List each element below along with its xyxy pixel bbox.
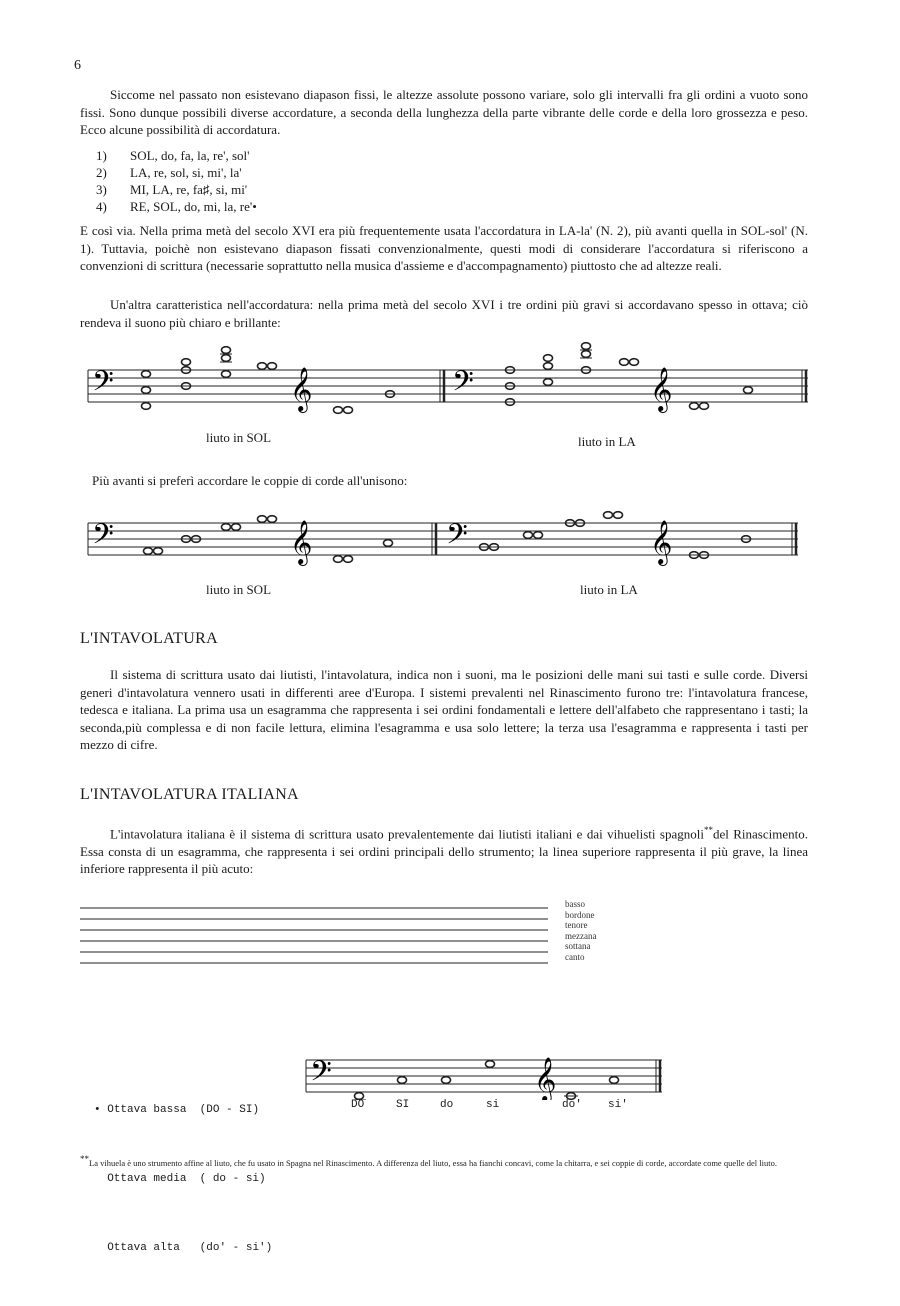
footnote: **La vihuela è uno strumento affine al liuto, che fu usato in Spagna nel Rinascimento. A differenza del liuto, essa ha fianchi concavi, come la chitarra, e sei coppie di corde, accordate come quelle del liuto. — [80, 1154, 777, 1168]
paragraph-tuning-conventions: E così via. Nella prima metà del secolo XVI era più frequentemente usata l'accordatura in LA-la' (N. 2), più avanti quella in SOL-sol' (N. 1). Tuttavia, poichè non esistevano diapason fissati convenzionalmente, questi modi di considerare l'accordatura si riferiscono a convenzioni di scrittura (necessarie soprattutto nella musica d'assieme e d'accompagnamento) piuttosto che ad altezze reali. — [80, 223, 808, 273]
string-name-list — [565, 899, 596, 963]
caption-liuto-la-unison: liuto in LA — [580, 582, 638, 597]
bass-clef-icon: 𝄢 — [92, 520, 114, 557]
intro-paragraph: Siccome nel passato non esistevano diapason fissi, le altezze assolute possono variare, solo gli intervalli fra gli ordini a vuoto sono fissi. Sono dunque possibili diverse accordature, a seconda della lunghezza della parte vibrante delle corde e della loro grossezza e peso. Ecco alcune possibilità di accordatura. — [80, 87, 808, 137]
note-letter: do — [440, 1099, 454, 1111]
octave-row-media: Ottava media ( do - si) — [107, 1173, 266, 1185]
bass-clef-icon: 𝄢 — [446, 520, 468, 557]
note-letter: si — [486, 1099, 500, 1111]
tuning-item: 1) SOL, do, fa, la, re', sol' — [96, 148, 250, 163]
footnote-reference: ** — [703, 825, 713, 835]
treble-clef-icon: 𝄞 — [290, 369, 313, 411]
bass-clef-icon: 𝄢 — [92, 367, 114, 404]
string-name-canto: canto — [565, 951, 585, 962]
paragraph-intavolatura: Il sistema di scrittura usato dai liutisti, l'intavolatura, indica non i suoni, ma le posizioni delle mani sui tasti e sulle corde. Diversi generi d'intavolatura vennero usati in differenti aree d'Europa. I sistemi prevalenti nel Rinascimento furono tre: l'intavolatura francese, tedesca e italiana. La prima usa un esagramma che rappresenta i sei ordini fondamentali e lettere dell'alfabeto che rappresentano i tasti; la seconda,più complessa e di non facile lettura, elimina l'esagramma e usa solo lettere; la terza usa l'esagramma e rappresenta i tasti per mezzo di cifre. — [80, 667, 808, 752]
bass-clef-icon: 𝄢 — [310, 1057, 332, 1094]
paragraph-intavolatura-italiana: L'intavolatura italiana è il sistema di scrittura usato prevalentemente dai liutisti italiani e dai vihuelisti spagnoli**del Rinascimento. Essa consta di un esagramma, che rappresenta i sei ordini principali dello strumento; la linea superiore rappresenta il più grave, la linea inferiore rappresenta il più acuto: — [80, 825, 808, 877]
music-example-octave-tuning — [0, 340, 900, 420]
note-letter: si' — [608, 1099, 628, 1111]
octave-row-bassa: • Ottava bassa (DO - SI) — [94, 1104, 260, 1116]
treble-clef-icon: 𝄞 — [290, 522, 313, 564]
bass-clef-icon: 𝄢 — [452, 367, 474, 404]
page-number: 6 — [74, 58, 81, 73]
tuning-item: 2) LA, re, sol, si, mi', la' — [96, 165, 242, 180]
tuning-item: 3) MI, LA, re, fa♯, si, mi' — [96, 182, 248, 197]
note-letter: DO — [351, 1099, 365, 1111]
section-heading-intavolatura: L'INTAVOLATURA — [80, 630, 218, 647]
string-name-bordone: bordone — [565, 909, 595, 920]
music-example-unison-tuning — [0, 505, 900, 575]
tuning-list — [96, 147, 257, 215]
paragraph-unison: Più avanti si preferì accordare le coppie di corde all'unisono: — [92, 473, 408, 488]
footnote-mark: ** — [80, 1154, 89, 1164]
string-name-sottana: sottana — [565, 941, 591, 952]
tuning-item: 4) RE, SOL, do, mi, la, re'• — [96, 199, 257, 214]
note-letter: do' — [562, 1099, 582, 1111]
string-name-basso: basso — [565, 899, 585, 909]
treble-clef-icon: 𝄞 — [650, 522, 673, 564]
treble-clef-icon: 𝄞 — [534, 1059, 557, 1100]
caption-liuto-la-octave: liuto in LA — [578, 434, 636, 449]
caption-liuto-sol-octave: liuto in SOL — [206, 430, 272, 445]
string-name-mezzana: mezzana — [565, 930, 597, 941]
octave-row-alta: Ottava alta (do' - si') — [107, 1242, 273, 1254]
string-name-tenore: tenore — [565, 920, 588, 931]
section-heading-intavolatura-italiana: L'INTAVOLATURA ITALIANA — [80, 786, 299, 803]
caption-liuto-sol-unison: liuto in SOL — [206, 582, 272, 597]
treble-clef-icon: 𝄞 — [650, 369, 673, 411]
music-example-octaves — [0, 1050, 900, 1100]
tablature-hexagram — [0, 900, 560, 980]
note-letter: SI — [396, 1099, 410, 1111]
paragraph-octave-tuning: Un'altra caratteristica nell'accordatura: nella prima metà del secolo XVI i tre ordini più gravi si accordavano spesso in ottava; ciò rendeva il suono più chiaro e brillante: — [80, 297, 808, 330]
